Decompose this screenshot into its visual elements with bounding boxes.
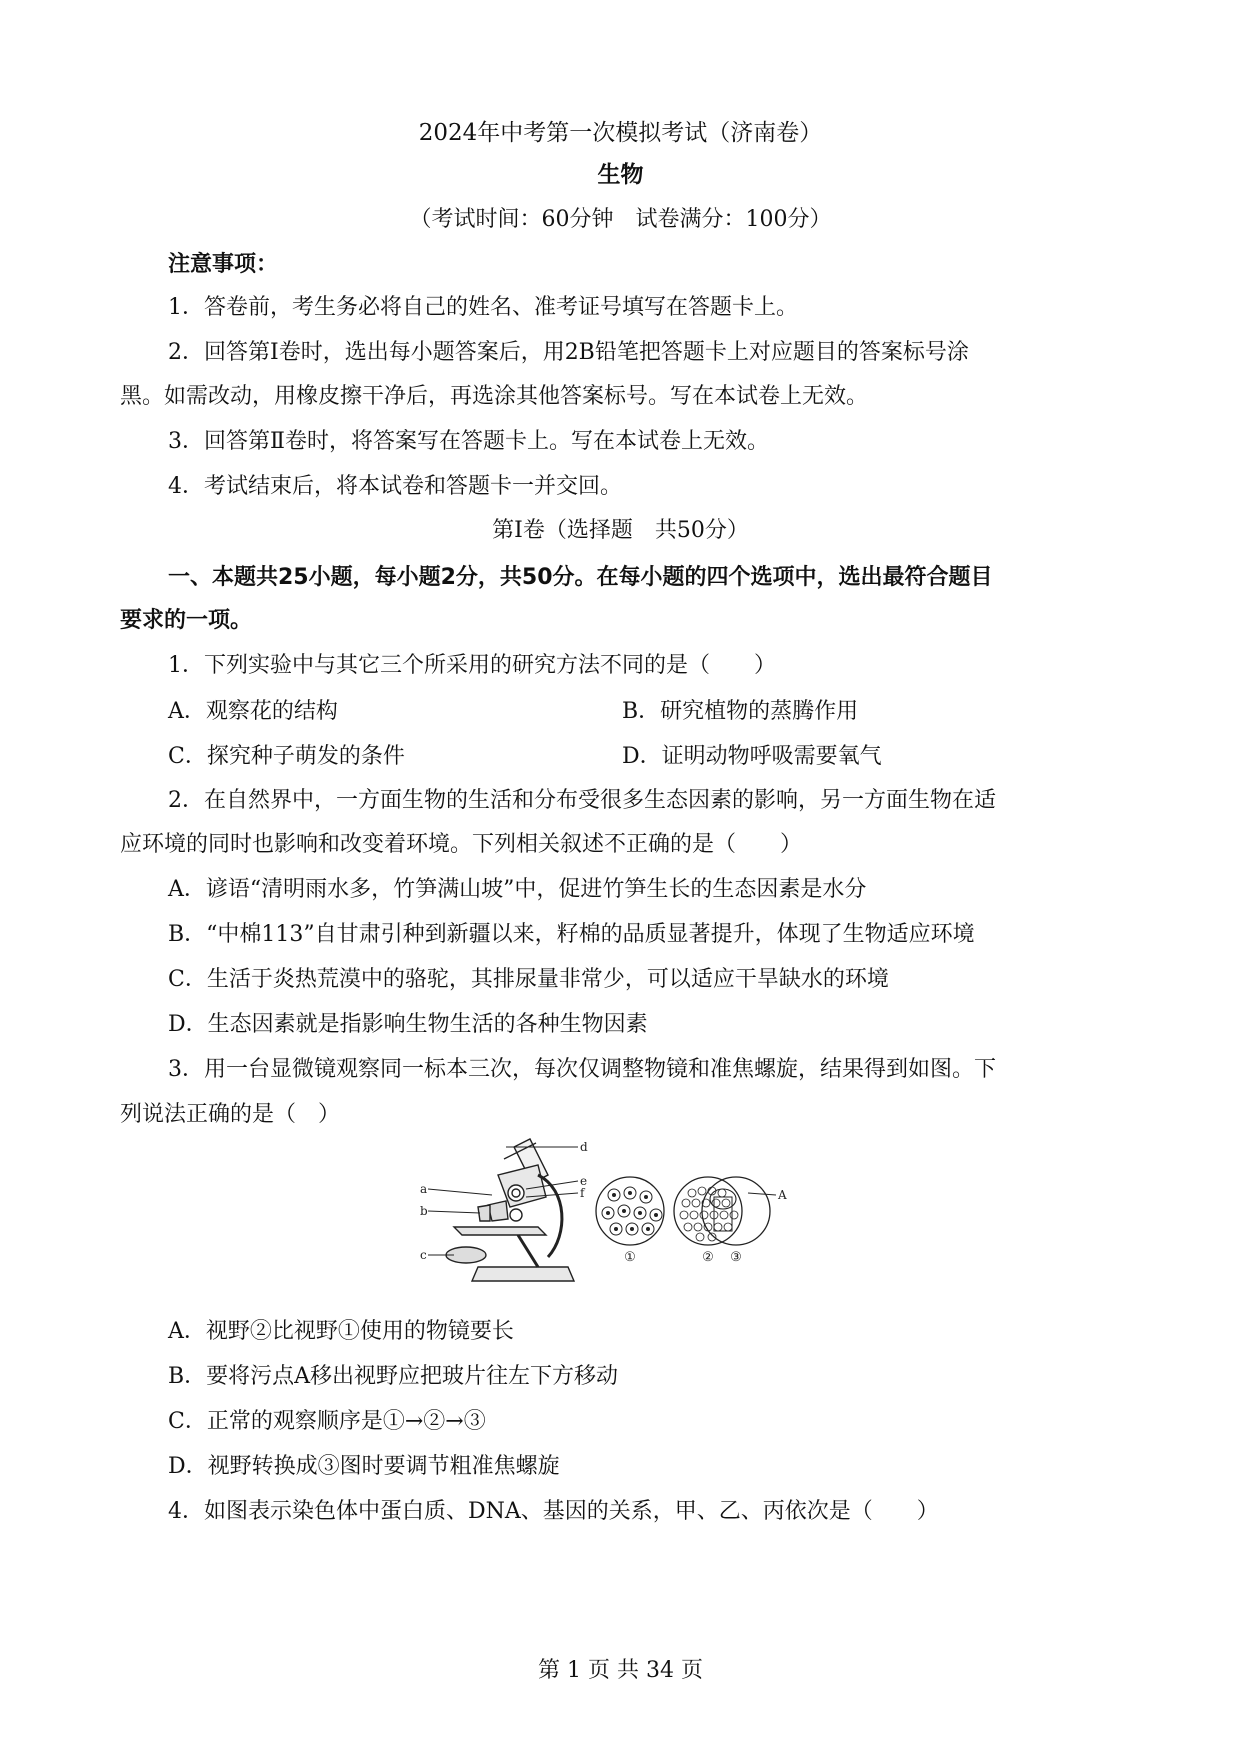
q1-option-d: D．证明动物呼吸需要氧气 (622, 744, 882, 769)
q1-stem: 1．下列实验中与其它三个所采用的研究方法不同的是（ ） (168, 653, 776, 678)
label-d: d (580, 1140, 588, 1154)
q2-option-a: A．谚语“清明雨水多，竹笋满山坡”中，促进竹笋生长的生态因素是水分 (168, 877, 867, 902)
q3-stem-cont: 列说法正确的是（ ） (120, 1102, 341, 1127)
q3-stem: 3．用一台显微镜观察同一标本三次，每次仅调整物镜和准焦螺旋，结果得到如图。下 (168, 1057, 996, 1082)
section-instruction-cont: 要求的一项。 (120, 608, 253, 633)
label-b: b (420, 1204, 428, 1218)
figure-leader-lines (428, 1147, 776, 1255)
view-labels (624, 1250, 742, 1265)
field-of-view-2 (674, 1177, 742, 1245)
exam-title: 2024年中考第一次模拟考试（济南卷） (418, 120, 823, 146)
view-label-1: ① (624, 1250, 636, 1265)
q3-option-b: B．要将污点A移出视野应把玻片往左下方移动 (168, 1364, 619, 1389)
page-footer: 第 1 页 共 34 页 (538, 1658, 703, 1683)
notice-item-3: 3．回答第Ⅱ卷时，将答案写在答题卡上。写在本试卷上无效。 (168, 429, 769, 454)
q3-option-d: D．视野转换成③图时要调节粗准焦螺旋 (168, 1454, 560, 1479)
microscope-figure (418, 1135, 878, 1295)
q2-option-b: B．“中棉113”自甘肃引种到新疆以来，籽棉的品质显著提升，体现了生物适应环境 (168, 922, 975, 947)
q2-stem: 2．在自然界中，一方面生物的生活和分布受很多生态因素的影响，另一方面生物在适 (168, 788, 996, 813)
q2-option-c: C．生活于炎热荒漠中的骆驼，其排尿量非常少，可以适应干旱缺水的环境 (168, 967, 889, 992)
q1-option-c: C．探究种子萌发的条件 (168, 744, 405, 769)
view-label-2: ② (702, 1250, 714, 1265)
label-A: A (778, 1188, 787, 1202)
microscope-drawing (446, 1139, 574, 1281)
exam-info: （考试时间：60分钟 试卷满分：100分） (409, 207, 832, 232)
q3-option-a: A．视野②比视野①使用的物镜要长 (168, 1319, 514, 1344)
notice-item-1: 1．答卷前，考生务必将自己的姓名、准考证号填写在答题卡上。 (168, 295, 798, 320)
q4-stem: 4．如图表示染色体中蛋白质、DNA、基因的关系，甲、乙、丙依次是（ ） (168, 1499, 939, 1524)
section-instruction: 一、本题共25小题，每小题2分，共50分。在每小题的四个选项中，选出最符合题目 (168, 565, 993, 590)
q3-option-c: C．正常的观察顺序是①→②→③ (168, 1409, 486, 1434)
notice-item-2: 2．回答第Ⅰ卷时，选出每小题答案后，用2B铅笔把答题卡上对应题目的答案标号涂 (168, 340, 969, 365)
section-title: 第Ⅰ卷（选择题 共50分） (492, 518, 749, 543)
view-label-3: ③ (730, 1250, 742, 1265)
label-e: e (580, 1174, 588, 1188)
q1-option-b: B．研究植物的蒸腾作用 (622, 699, 859, 724)
notice-item-4: 4．考试结束后，将本试卷和答题卡一并交回。 (168, 474, 622, 499)
q2-option-d: D．生态因素就是指影响生物生活的各种生物因素 (168, 1012, 648, 1037)
label-a: a (420, 1182, 428, 1196)
field-of-view-1 (596, 1177, 664, 1245)
label-c: c (420, 1248, 427, 1262)
q2-stem-cont: 应环境的同时也影响和改变着环境。下列相关叙述不正确的是（ ） (120, 832, 803, 857)
label-f: f (580, 1186, 585, 1200)
q1-option-a: A．观察花的结构 (168, 699, 338, 724)
notice-heading: 注意事项： (168, 252, 279, 277)
subject-title: 生物 (597, 162, 644, 188)
notice-item-2-cont: 黑。如需改动，用橡皮擦干净后，再选涂其他答案标号。写在本试卷上无效。 (120, 384, 869, 409)
